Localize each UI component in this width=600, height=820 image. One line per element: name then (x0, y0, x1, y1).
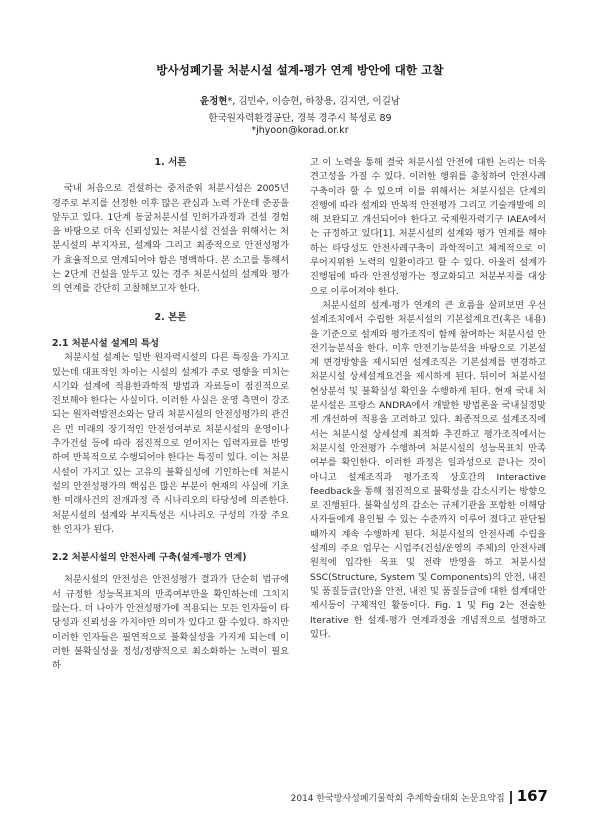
intro-paragraph: 국내 처음으로 건설하는 중저준위 처분시설은 2005년 경주로 부지를 선정한 이후 많은 관심과 노력 가운데 준공을 앞두고 있다. 1단계 동굴처분시설 인허가과정과 건설 경험을 바탕으로 더욱 신뢰성있는 처분시설 건설을 위해서는 처분시설의 부지자료, 설계와 그리고 최종적으로 안전성평가가 효율적으로 연계되어야 함은 명백하다. 본 소고를 통해서는 2단계 건설을 앞두고 있는 경주 처분시설의 설계와 평가의 연계를 간단히 고찰해보고자 한다. (52, 183, 289, 295)
author-line (0, 93, 600, 107)
page-footer (291, 789, 548, 804)
section-heading-body: 2. 본론 (154, 311, 187, 323)
left-column (52, 156, 289, 674)
footer-divider (510, 791, 512, 804)
lead-author: 윤정현 (199, 96, 228, 107)
subsection-heading-2-2: 2.2 처분시설의 안전사례 구축(설계-평가 연계) (52, 552, 247, 564)
subsection-2-2-paragraph: 처분시설의 안전성은 안전성평가 결과가 단순히 법규에서 규정한 성능목표치의 만족여부만을 확인하는데 그치지 않는다. 더 나아가 안전성평가에 적용되는 모든 인자들이 타당성과 신뢰성을 가지야만 의미가 있다고 할 수있다. 하지만 이러한 인자들은 필연적으로 불확실성을 가지게 되는데 이러한 불확실성을 정성/정량적으로 최소화하는 노력이 필요하 (52, 574, 289, 672)
affiliation: 한국원자력환경공단, 경북 경주시 북성로 89 (208, 113, 392, 124)
proceedings-name: 2014 한국방사성폐기물학회 추계학술대회 논문요약집 (290, 794, 505, 804)
right-column (310, 156, 546, 642)
paper-title: 방사성폐기물 처분시설 설계-평가 연계 방안에 대한 고찰 (156, 63, 444, 77)
subsection-2-1-paragraph: 처분시설 설계는 일반 원자력시설의 다른 특징을 가지고 있는데 대표적인 차이는 시설의 설계가 주로 영향을 미치는 시기와 설계에 적용한과학적 방법과 자료등이 점진적으로 진보해야 한다는 사실이다. 이러한 사실은 운영 측면이 강조되는 원자력발전소와는 달리 처분시설의 안전성평가의 관건은 먼 미래의 장기적인 안전성여부로 처분시설의 운영이나 추가건설 등에 따라 점진적으로 얻어지는 입력자료를 반영하여 반복적으로 수행되어야 한다는 특징이 있다. 이는 처분시설이 가지고 있는 고유의 불확실성에 기인하는데 처분시설의 안전성평가의 핵심은 많은 부분이 현재의 사실에 기초한 미래사건의 전개과정 즉 시나리오의 타당성에 의존한다. 처분시설의 설계와 부지특성은 시나리오 구성의 가장 주요한 인자가 된다. (52, 352, 289, 535)
right-paragraph-2: 처분시설의 설계-평가 연계의 큰 흐름을 살펴보면 우선 설계조치에서 수립한 처분시설의 기본설계요건(혹은 내용)을 기준으로 설계와 평가조직이 함께 참여하는 처분시설 안전기능분석을 한다. 이후 안전기능분석을 바탕으로 기본설계 변경방향을 제시되면 설계조직은 기본설계를 변경하고 처분시설 상세설계요건을 제시하게 된다. 뒤이어 처분시설 현상분석 및 불확실성 확인을 수행하게 된다. 현재 국내 처분시설은 프랑스 ANDRA에서 개발한 방법론을 국내실정맞게 개선하여 적용을 고려하고 있다. 최종적으로 설계조직에서는 처분시설 상세설계 최적화 추진하고 평가조직에서는 처분시설 안전평가 수행하여 처분시설의 성능목표치 만족여부를 확인한다. 이러한 과정은 일과성으로 끝나는 것이 아니고 설계조직과 평가조직 상호간의 Interactive feedback을 통해 점진적으로 불확성을 감소시키는 방향으로 진행된다. 불확실성의 감소는 규제기관을 포함한 이해당사자들에게 용인될 수 있는 수준까지 이루어 졌다고 판단될 때까지 계속 수행하게 된다. 처분시설의 안전사례 수립을 설계의 주요 업무는 시업주(건설/운영의 주체)의 안전사례 원칙에 입각한 목표 및 전략 반영을 하고 처분시설 SSC(Structure, System 및 Components)의 안전, 내진 및 품질등급(안)을 안전, 내진 및 품질등급에 대한 설계대안 제시등이 구체적인 활동이다. Fig. 1 및 Fig 2는 전술한 Iterative 한 설계-평가 연계과정을 개념적으로 설명하고 있다. (310, 299, 546, 640)
author-email: *jhyoon@korad.or.kr (251, 125, 349, 136)
section-heading-introduction: 1. 서론 (154, 157, 187, 168)
page-number: 167 (516, 787, 548, 805)
subsection-heading-2-1: 2.1 처분시설 설계의 특성 (52, 337, 160, 349)
co-authors: *, 김민수, 이승현, 하창용, 김지연, 이길남 (227, 96, 401, 107)
right-paragraph-1: 고 이 노력을 통해 결국 처분시설 안전에 대한 논리는 더욱 견고성을 가질 수 있다. 이러한 행위를 총칭하여 안전사례 구축이라 할 수 있으며 이를 위해서는 처분시설은 단계의 진행에 따라 설계와 반복적 안전평가 그리고 기술개발에 의해 보완되고 개선되어야 한다고 국제원자력기구 IAEA에서는 규정하고 있다[1]. 처분시설의 설계와 평가 연계를 해야하는 타당성도 안전사례구축이 과학적이고 체계적으로 이루어지위한 노력의 일환이라고 할 수 있다. 아울러 설계가 진행됨에 따라 안전성평가는 정교화되고 처분부지를 대상으로 이루어져야 한다. (310, 157, 546, 297)
